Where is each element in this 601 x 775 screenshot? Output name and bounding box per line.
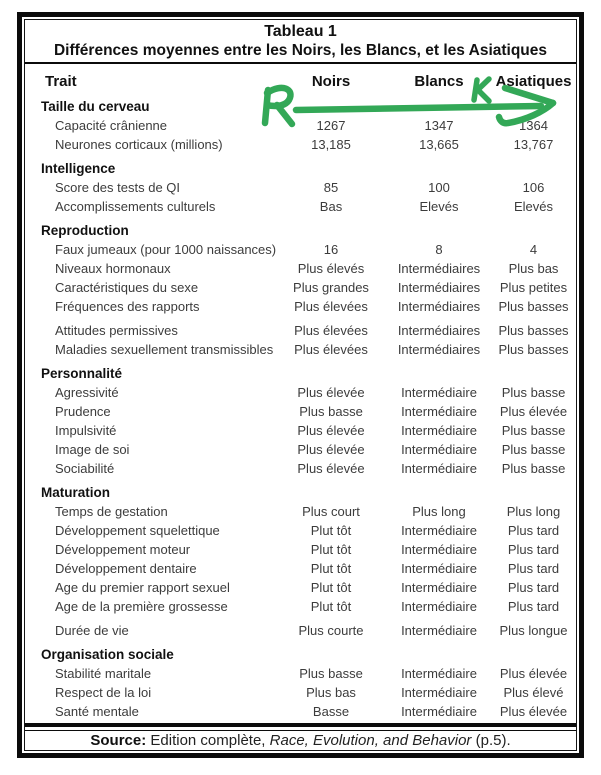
- trait-cell: Neurones corticaux (millions): [55, 137, 223, 152]
- value-cell: Plus élevé: [503, 685, 564, 700]
- value-cell: Plus tard: [507, 580, 560, 595]
- section-header: Personnalité: [41, 366, 123, 381]
- trait-cell: Maladies sexuellement transmissibles: [55, 342, 274, 357]
- value-cell: Plus élevées: [294, 299, 368, 314]
- table-row: [25, 540, 576, 559]
- value-cell: Plus petites: [499, 280, 568, 295]
- table-row: [25, 178, 576, 197]
- column-header-asiatiques: Asiatiques: [495, 73, 572, 90]
- table-row: [25, 297, 576, 316]
- value-cell: 1364: [519, 118, 548, 133]
- trait-cell: Sociabilité: [55, 461, 115, 476]
- trait-cell: Stabilité maritale: [55, 666, 152, 681]
- value-cell: Intermédiaires: [397, 342, 481, 357]
- table-outer-frame: [17, 12, 584, 758]
- section-header: Taille du cerveau: [41, 99, 150, 114]
- table-subtitle: Différences moyennes entre les Noirs, les Blancs, et les Asiatiques: [53, 42, 548, 59]
- value-cell: 16: [323, 242, 339, 257]
- value-cell: Intermédiaires: [397, 299, 481, 314]
- table-row: [25, 502, 576, 521]
- table-row: [25, 383, 576, 402]
- value-cell: Intermédiaire: [401, 542, 477, 557]
- trait-cell: Développement dentaire: [55, 561, 197, 576]
- value-cell: Plus basses: [498, 323, 569, 338]
- trait-cell: Accomplissements culturels: [55, 199, 216, 214]
- value-cell: Plut tôt: [310, 561, 352, 576]
- value-cell: Elevés: [513, 199, 554, 214]
- value-cell: Plus basses: [498, 342, 569, 357]
- trait-cell: Temps de gestation: [55, 504, 168, 519]
- column-header-row: [25, 64, 576, 92]
- value-cell: Plus long: [506, 504, 561, 519]
- value-cell: Plus tard: [507, 561, 560, 576]
- value-cell: 13,185: [311, 137, 351, 152]
- value-cell: Intermédiaire: [401, 523, 477, 538]
- trait-cell: Prudence: [55, 404, 111, 419]
- section-header: Intelligence: [41, 161, 116, 176]
- table-row: [25, 683, 576, 702]
- value-cell: Plus élevés: [297, 261, 365, 276]
- column-header-noirs: Noirs: [311, 73, 351, 90]
- value-cell: 13,767: [513, 137, 554, 152]
- value-cell: 1347: [424, 118, 454, 133]
- value-cell: 4: [529, 242, 538, 257]
- source-text: Edition complète,: [146, 732, 270, 749]
- value-cell: Plus tard: [507, 523, 560, 538]
- value-cell: Plus court: [302, 504, 360, 519]
- value-cell: 85: [323, 180, 339, 195]
- value-cell: Intermédiaire: [401, 423, 477, 438]
- value-cell: Intermédiaire: [401, 404, 477, 419]
- footer-divider-rule: [25, 723, 576, 731]
- trait-cell: Image de soi: [55, 442, 130, 457]
- trait-cell: Fréquences des rapports: [55, 299, 200, 314]
- value-cell: Intermédiaire: [401, 599, 477, 614]
- table-row: [25, 197, 576, 216]
- trait-cell: Age du premier rapport sexuel: [55, 580, 230, 595]
- value-cell: Plut tôt: [310, 580, 352, 595]
- table-row: [25, 340, 576, 359]
- trait-cell: Respect de la loi: [55, 685, 152, 700]
- value-cell: 106: [522, 180, 545, 195]
- value-cell: Plus élevée: [499, 404, 568, 419]
- value-cell: Intermédiaires: [397, 323, 481, 338]
- value-cell: Intermédiaires: [397, 280, 481, 295]
- value-cell: Plus élevées: [294, 342, 368, 357]
- source-label: Source:: [90, 732, 147, 749]
- value-cell: Bas: [319, 199, 343, 214]
- value-cell: Plus basse: [501, 461, 566, 476]
- table-row: [25, 278, 576, 297]
- table-row: [25, 421, 576, 440]
- column-header-trait: Trait: [45, 73, 77, 90]
- trait-cell: Capacité crânienne: [55, 118, 168, 133]
- trait-cell: Agressivité: [55, 385, 119, 400]
- table-inner-frame: [24, 19, 577, 751]
- column-header-blancs: Blancs: [414, 73, 464, 90]
- trait-cell: Age de la première grossesse: [55, 599, 228, 614]
- value-cell: Plus basse: [501, 385, 566, 400]
- trait-cell: Niveaux hormonaux: [55, 261, 171, 276]
- trait-cell: Développement moteur: [55, 542, 191, 557]
- value-cell: Plus élevée: [297, 423, 365, 438]
- trait-cell: Caractéristiques du sexe: [55, 280, 199, 295]
- value-cell: 13,665: [419, 137, 459, 152]
- value-cell: Plus courte: [298, 623, 364, 638]
- table-row: [25, 440, 576, 459]
- value-cell: Plus grandes: [293, 280, 369, 295]
- value-cell: Basse: [312, 704, 350, 719]
- table-row: [25, 459, 576, 478]
- table-row: [25, 240, 576, 259]
- trait-cell: Impulsivité: [55, 423, 117, 438]
- table-row: [25, 259, 576, 278]
- table-row: [25, 702, 576, 721]
- value-cell: Elevés: [419, 199, 459, 214]
- trait-cell: Durée de vie: [55, 623, 129, 638]
- value-cell: Plus long: [412, 504, 466, 519]
- table-row: [25, 135, 576, 154]
- value-cell: 8: [435, 242, 443, 257]
- source-page-ref: (p.5).: [471, 732, 511, 749]
- table-row: [25, 402, 576, 421]
- trait-cell: Faux jumeaux (pour 1000 naissances): [55, 242, 277, 257]
- table-row: [25, 621, 576, 640]
- value-cell: Plus élevée: [297, 442, 365, 457]
- value-cell: Plus longue: [499, 623, 568, 638]
- value-cell: Plus tard: [507, 542, 560, 557]
- table-row: [25, 664, 576, 683]
- value-cell: Plus basse: [501, 423, 566, 438]
- value-cell: Plus tard: [507, 599, 560, 614]
- value-cell: Plus élevée: [297, 385, 365, 400]
- value-cell: 1267: [316, 118, 346, 133]
- source-line: [25, 731, 576, 750]
- trait-cell: Développement squelettique: [55, 523, 220, 538]
- value-cell: 100: [428, 180, 450, 195]
- value-cell: Plus bas: [306, 685, 356, 700]
- value-cell: Plus élevée: [297, 461, 365, 476]
- value-cell: Intermédiaire: [401, 461, 477, 476]
- value-cell: Plus élevées: [294, 323, 368, 338]
- table-row: [25, 597, 576, 616]
- source-book-title: Race, Evolution, and Behavior: [269, 732, 472, 749]
- value-cell: Intermédiaire: [401, 666, 477, 681]
- value-cell: Intermédiaire: [401, 685, 477, 700]
- table-row: [25, 116, 576, 135]
- trait-cell: Santé mentale: [55, 704, 139, 719]
- table-body: [25, 92, 576, 721]
- table-row: [25, 321, 576, 340]
- section-header: Organisation sociale: [41, 647, 174, 662]
- table-row: [25, 521, 576, 540]
- value-cell: Plus basse: [299, 666, 363, 681]
- value-cell: Plus basse: [501, 442, 566, 457]
- value-cell: Plus élevée: [499, 666, 568, 681]
- table-number-title: Tableau 1: [264, 23, 337, 40]
- section-header: Reproduction: [41, 223, 129, 238]
- value-cell: Plus basse: [299, 404, 363, 419]
- value-cell: Intermédiaire: [401, 442, 477, 457]
- table-title-block: [25, 20, 576, 64]
- table-row: [25, 559, 576, 578]
- section-header: Maturation: [41, 485, 110, 500]
- value-cell: Intermédiaire: [401, 580, 477, 595]
- value-cell: Intermédiaire: [401, 623, 477, 638]
- value-cell: Plut tôt: [310, 542, 352, 557]
- value-cell: Intermédiaire: [401, 704, 477, 719]
- value-cell: Intermédiaire: [401, 385, 477, 400]
- table-row: [25, 578, 576, 597]
- value-cell: Plus élevée: [499, 704, 568, 719]
- value-cell: Plus basses: [498, 299, 569, 314]
- value-cell: Intermédiaires: [397, 261, 481, 276]
- value-cell: Plus bas: [508, 261, 559, 276]
- value-cell: Plut tôt: [310, 523, 352, 538]
- trait-cell: Score des tests de QI: [55, 180, 181, 195]
- trait-cell: Attitudes permissives: [55, 323, 178, 338]
- value-cell: Plut tôt: [310, 599, 352, 614]
- value-cell: Intermédiaire: [401, 561, 477, 576]
